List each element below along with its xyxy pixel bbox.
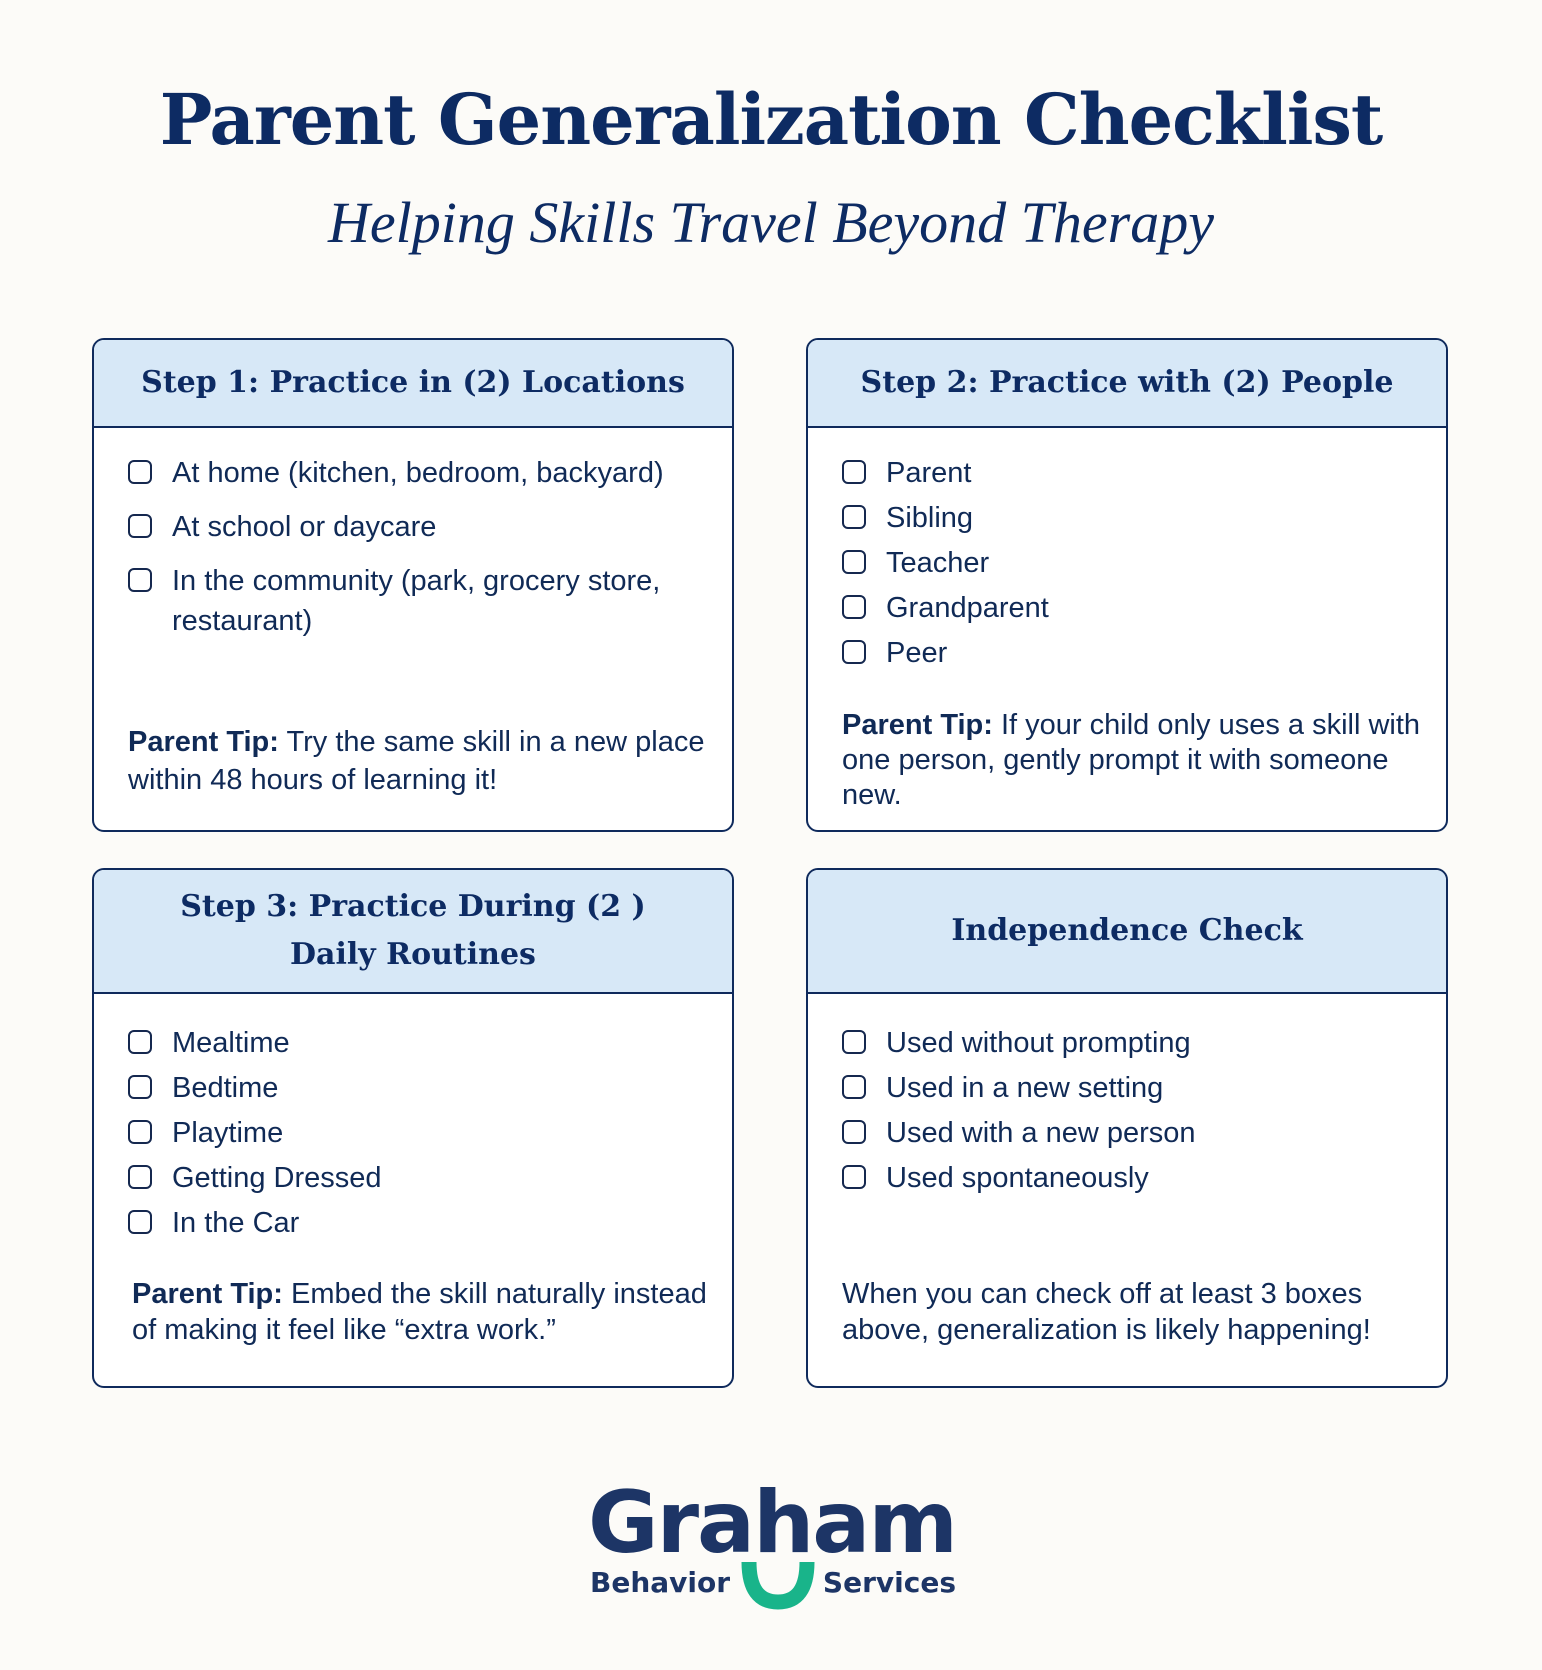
card-heading: Independence Check [808, 870, 1446, 994]
checkbox[interactable] [128, 1030, 152, 1054]
checklist-item[interactable] [842, 633, 1426, 673]
checklist-item-label: At school or daycare [172, 511, 437, 543]
checkbox[interactable] [842, 550, 866, 574]
page-subtitle: Helping Skills Travel Beyond Therapy [328, 190, 1214, 255]
checkbox[interactable] [128, 568, 152, 592]
checklist-item[interactable] [128, 1203, 712, 1243]
checklist-item-label: Peer [886, 637, 948, 669]
card-step-3-routines [92, 868, 734, 1388]
parent-tip [132, 1276, 708, 1348]
checklist [842, 453, 1426, 673]
checklist-item[interactable] [842, 1113, 1426, 1153]
checklist-item-label: Teacher [886, 547, 990, 579]
checkbox[interactable] [842, 640, 866, 664]
checklist-item-label: Mealtime [172, 1027, 290, 1059]
logo-word-services: Services [822, 1566, 956, 1599]
checklist-item-label: Used with a new person [886, 1117, 1196, 1149]
checklist-item[interactable] [842, 543, 1426, 583]
checklist-item-label: Sibling [886, 502, 974, 534]
card-heading: Step 2: Practice with (2) People [808, 340, 1446, 428]
parent-tip-text: Embed the skill naturally instead of making it feel like “extra work.” [132, 1278, 707, 1346]
checklist-item-label: At home (kitchen, bedroom, backyard) [172, 457, 664, 489]
card-independence-check [806, 868, 1448, 1388]
checklist-item[interactable] [128, 1113, 712, 1153]
logo-wordmark: Graham [588, 1473, 956, 1573]
checklist-item[interactable] [128, 507, 712, 547]
parent-tip-text: Try the same skill in a new place within 48 hours of learning it! [128, 726, 705, 796]
checkbox[interactable] [128, 1075, 152, 1099]
checklist-item-label: Bedtime [172, 1072, 279, 1104]
card-heading [94, 870, 732, 994]
checkbox[interactable] [842, 505, 866, 529]
checklist-item[interactable] [842, 1158, 1426, 1198]
checklist-item[interactable] [128, 1068, 712, 1108]
independence-note: When you can check off at least 3 boxes above, generalization is likely happening! [842, 1278, 1371, 1346]
card-heading: Step 1: Practice in (2) Locations [94, 340, 732, 428]
checklist-item[interactable] [128, 1023, 712, 1063]
checklist-item[interactable] [128, 453, 712, 493]
checkbox[interactable] [842, 1030, 866, 1054]
parent-tip [128, 723, 708, 799]
checklist-item-label: In the community (park, grocery store, restaurant) [172, 565, 661, 637]
checklist-item-label: Getting Dressed [172, 1162, 382, 1194]
parent-tip-label: Parent Tip: [132, 1278, 283, 1310]
card-heading-line: Daily Routines [290, 937, 536, 972]
checklist-item-label: Grandparent [886, 592, 1049, 624]
parent-tip-label: Parent Tip: [842, 709, 993, 741]
checklist-item[interactable] [128, 561, 712, 641]
smile-icon [741, 1558, 815, 1610]
checklist-item[interactable] [842, 1023, 1426, 1063]
checkbox[interactable] [128, 460, 152, 484]
checklist [128, 453, 712, 641]
checkbox[interactable] [842, 1075, 866, 1099]
checkbox[interactable] [842, 1165, 866, 1189]
checklist-item[interactable] [842, 453, 1426, 493]
checklist-item[interactable] [842, 1068, 1426, 1108]
checklist-item-label: Used spontaneously [886, 1162, 1149, 1194]
checklist-item[interactable] [842, 588, 1426, 628]
checklist-item-label: Used without prompting [886, 1027, 1191, 1059]
checkbox[interactable] [128, 1120, 152, 1144]
checkbox[interactable] [128, 1165, 152, 1189]
checkbox[interactable] [842, 1120, 866, 1144]
parent-tip-label: Parent Tip: [128, 726, 279, 758]
checklist-item-label: Used in a new setting [886, 1072, 1164, 1104]
logo-word-behavior: Behavior [590, 1566, 731, 1599]
parent-tip [842, 708, 1422, 813]
checkbox[interactable] [842, 460, 866, 484]
card-step-2-people [806, 338, 1448, 832]
checklist [842, 1023, 1426, 1198]
checklist-item[interactable] [842, 498, 1426, 538]
parent-tip-text: If your child only uses a skill with one person, gently prompt it with someone new. [842, 709, 1421, 811]
graham-logo [586, 1473, 958, 1599]
card-step-1-locations [92, 338, 734, 832]
checklist [128, 1023, 712, 1243]
checkbox[interactable] [128, 1210, 152, 1234]
checklist-item[interactable] [128, 1158, 712, 1198]
checklist-item-label: Playtime [172, 1117, 284, 1149]
checklist-item-label: Parent [886, 457, 972, 489]
card-heading-line: Step 3: Practice During (2 ) [180, 889, 646, 924]
checkbox[interactable] [842, 595, 866, 619]
page-title: Parent Generalization Checklist [159, 78, 1383, 161]
checkbox[interactable] [128, 514, 152, 538]
checklist-item-label: In the Car [172, 1207, 300, 1239]
